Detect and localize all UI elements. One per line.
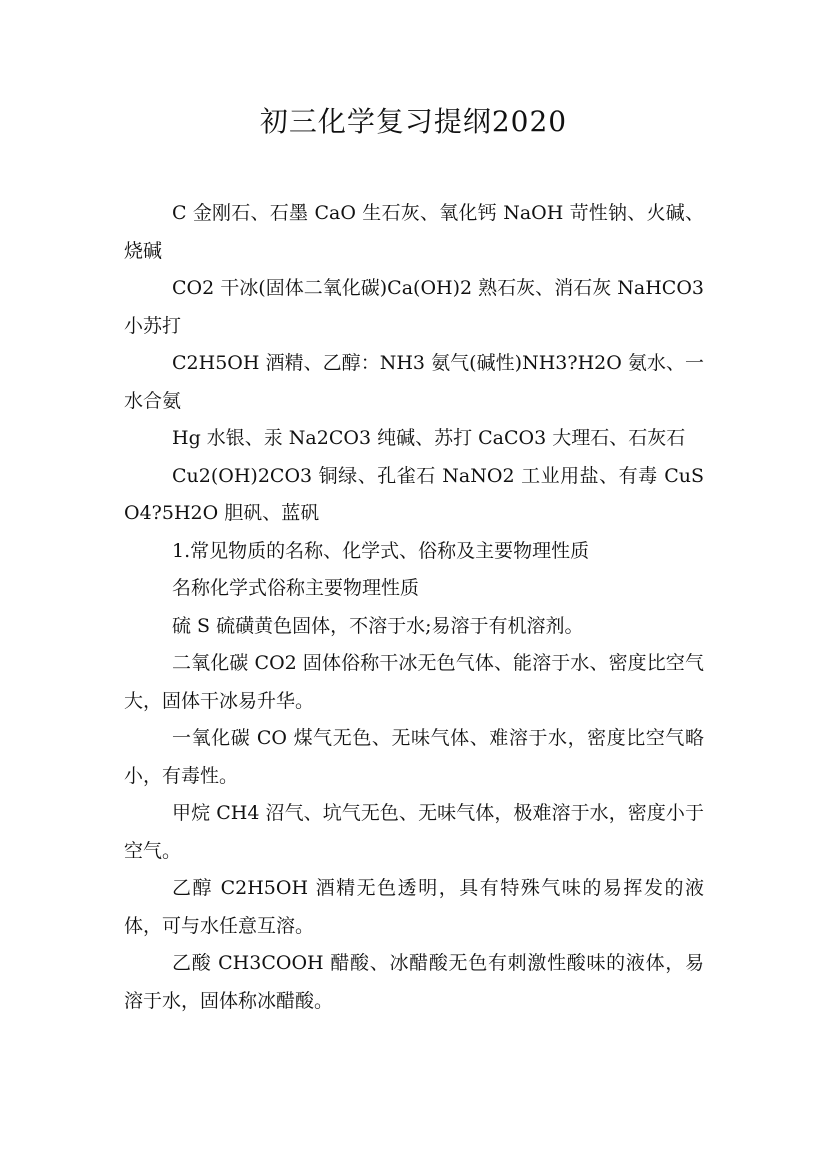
paragraph: 二氧化碳 CO2 固体俗称干冰无色气体、能溶于水、密度比空气大，固体干冰易升华。 (124, 652, 704, 712)
paragraph: 1.常见物质的名称、化学式、俗称及主要物理性质 (172, 539, 590, 562)
paragraph: 甲烷 CH4 沼气、坑气无色、无味气体，极难溶于水，密度小于空气。 (124, 802, 704, 862)
paragraph: 一氧化碳 CO 煤气无色、无味气体、难溶于水，密度比空气略小，有毒性。 (124, 727, 704, 787)
document-title: 初三化学复习提纲2020 (259, 105, 568, 138)
paragraph: 硫 S 硫磺黄色固体，不溶于水;易溶于有机溶剂。 (172, 614, 584, 637)
paragraph: CO2 干冰(固体二氧化碳)Ca(OH)2 熟石灰、消石灰 NaHCO3 小苏打 (124, 277, 704, 337)
paragraph: Cu2(OH)2CO3 铜绿、孔雀石 NaNO2 工业用盐、有毒 CuSO4?5H2O 胆矾、蓝矾 (124, 464, 704, 524)
paragraph: C2H5OH 酒精、乙醇：NH3 氨气(碱性)NH3?H2O 氨水、一水合氨 (124, 352, 704, 412)
paragraph: 乙酸 CH3COOH 醋酸、冰醋酸无色有刺激性酸味的液体，易溶于水，固体称冰醋酸。 (124, 952, 704, 1012)
document-body (124, 195, 704, 1020)
paragraph: C 金刚石、石墨 CaO 生石灰、氧化钙 NaOH 苛性钠、火碱、烧碱 (124, 202, 704, 262)
paragraph: 名称化学式俗称主要物理性质 (172, 577, 420, 599)
paragraph: Hg 水银、汞 Na2CO3 纯碱、苏打 CaCO3 大理石、石灰石 (172, 427, 686, 449)
paragraph: 乙醇 C2H5OH 酒精无色透明，具有特殊气味的易挥发的液体，可与水任意互溶。 (124, 877, 704, 937)
